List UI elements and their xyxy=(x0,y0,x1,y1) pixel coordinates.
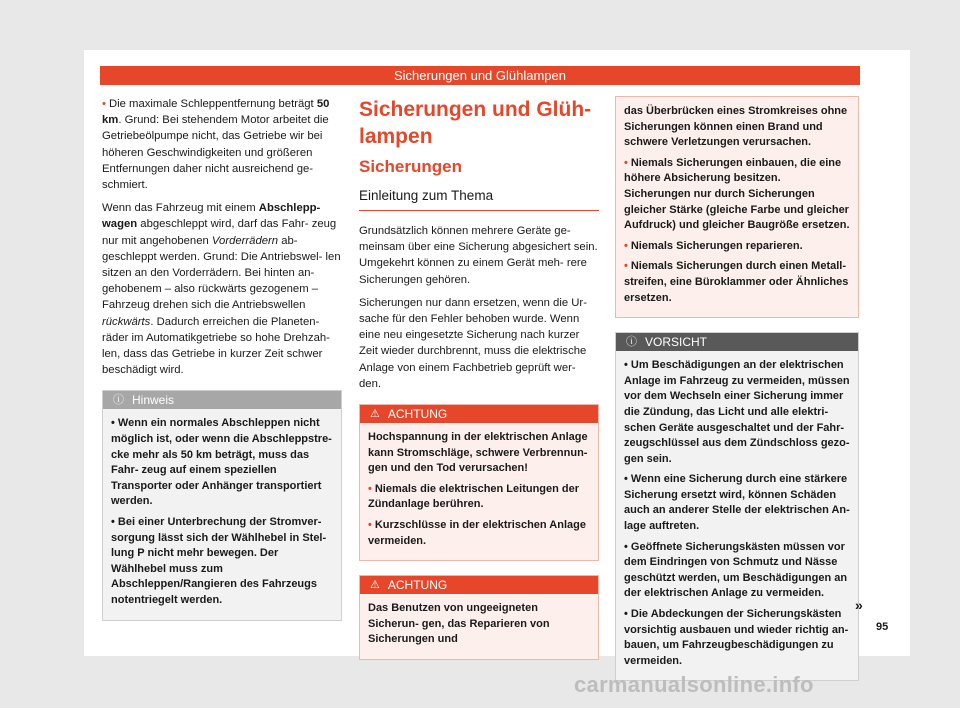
page-title: Sicherungen und Glüh- lampen xyxy=(359,98,592,148)
warning-triangle-icon: ⚠ xyxy=(370,408,380,421)
column-middle xyxy=(359,96,599,660)
hint-box xyxy=(102,390,342,620)
list-item: • Wenn eine Sicherung durch eine stärkere Sicherung ersetzt wird, können Schäden auch an anderer Stelle der elektrischen An- lage auftreten. xyxy=(624,473,850,533)
caution-box xyxy=(615,332,859,681)
section-title: Sicherungen xyxy=(359,157,462,176)
subsection-heading: Einleitung zum Thema xyxy=(359,187,599,211)
hint-body xyxy=(103,409,341,619)
paragraph-towing-distance: • Die maximale Schleppentfernung beträgt 50 km. Grund: Bei stehendem Motor arbeitet die Getriebeölpumpe nicht, das Getriebe wir bei höheren Geschwindigkeiten und größeren Entfernungen daher nicht ausreichend ge- schmiert. xyxy=(102,98,330,192)
watermark: carmanualsonline.info xyxy=(574,672,814,697)
caution-body xyxy=(616,351,858,680)
caution-header: ⓘ VORSICHT xyxy=(616,333,858,351)
list-item: • Niemals die elektrischen Leitungen der Zündanlage berühren. xyxy=(368,482,580,511)
list-item: • Niemals Sicherungen reparieren. xyxy=(624,239,803,252)
bullet-icon: • xyxy=(102,98,106,110)
warning-triangle-icon: ⚠ xyxy=(370,579,380,592)
continue-mark: » xyxy=(855,597,863,613)
warning-header-2: ⚠ ACHTUNG xyxy=(360,576,598,594)
list-item: • Geöffnete Sicherungskästen müssen vor dem Eindringen von Schmutz und Nässe geschützt werden, um Beschädigungen an der elektrischen Anlage zu vermeiden. xyxy=(624,540,848,600)
paragraph-tow-truck: Wenn das Fahrzeug mit einem Abschlepp- wagen abgeschleppt wird, darf das Fahr- zeug nur mit angehobenen Vorderrädern ab- geschleppt werden. Grund: Die Antriebswel- len sitzen an den Vorderrädern. Bei hinten an- gehobenem – also rückwärts gezogenem – Fahrzeug drehen sich die Antriebswellen rückwärts. Dadurch erreichen die Planeten- räder im Automatikgetriebe so hohe Drehzah- len, dass das Getriebe in kurzer Zeit schwer beschädigt wird. xyxy=(102,202,341,377)
page-header: Sicherungen und Glühlampen xyxy=(100,66,860,85)
warning-body-2: Das Benutzen von ungeeigneten Sicherun- gen, das Reparieren von Sicherungen und xyxy=(368,602,550,646)
list-item: • Wenn ein normales Abschleppen nicht möglich ist, oder wenn die Abschleppstre- cke mehr als 50 km beträgt, muss das Fahr- zeug auf einem speziellen Transporter oder Anhänger transportiert werden. xyxy=(111,417,332,508)
list-item: • Bei einer Unterbrechung der Stromver- sorgung lässt sich der Wählhebel in Stel- lung P nicht mehr bewegen. Der Wählhebel muss zum Abschleppen/Rangieren des Fahrzeugs notentriegelt werden. xyxy=(111,516,327,606)
list-item: • Um Beschädigungen an der elektrischen Anlage im Fahrzeug zu vermeiden, müssen vor dem Wechseln einer Sicherung immer die Zündung, das Licht und alle elektri- schen Geräte ausgeschaltet und der Fahr- zeugschlüssel aus dem Zündschloss gezo- gen sein. xyxy=(624,359,850,465)
warning-header-1: ⚠ ACHTUNG xyxy=(360,405,598,423)
paragraph-intro-1: Grundsätzlich können mehrere Geräte ge- meinsam über eine Sicherung abgesichert sein. Umgekehrt können zu einem Gerät meh- rere Sicherungen gehören. xyxy=(359,225,598,286)
column-left xyxy=(102,96,342,621)
list-item: • Niemals Sicherungen durch einen Metall- streifen, eine Büroklammer oder Ähnliches ersetzen. xyxy=(624,260,849,304)
column-right xyxy=(615,96,859,681)
list-item: • Niemals Sicherungen einbauen, die eine höhere Absicherung besitzen. Sicherungen nur durch Sicherungen gleicher Stärke (gleiche Farbe und gleicher Aufdruck) und gleicher Baugröße ersetzen. xyxy=(624,156,850,232)
info-icon: ⓘ xyxy=(113,394,124,407)
page-number: 95 xyxy=(876,621,889,633)
warning-box-continued xyxy=(615,96,859,318)
info-circle-icon: ⓘ xyxy=(626,336,637,349)
hint-header: ⓘ Hinweis xyxy=(103,391,341,409)
warning-box-2 xyxy=(359,575,599,660)
paragraph-intro-2: Sicherungen nur dann ersetzen, wenn die Ur- sache für den Fehler behoben wurde. Wenn eine neu eingesetzte Sicherung nach kurzer Zeit wieder durchbrennt, muss die elektrische Anlage von einem Fachbetrieb geprüft wer- den. xyxy=(359,296,587,390)
warning-box-1 xyxy=(359,404,599,561)
warning-body-continued: das Überbrücken eines Stromkreises ohne Sicherungen können einen Brand und schwere Verletzungen verursachen. • Niemals Sicherungen einbauen, die eine höhere Absicherung besitzen. Sicherungen nur durch Sicherungen gleicher Stärke (gleiche Farbe und gleicher Aufdruck) und gleicher Baugröße ersetzen. • Niemals Sicherungen reparieren. • Niemals Sicherungen durch einen Metall- streifen, eine Büroklammer oder Ähnliches ersetzen. xyxy=(616,97,858,317)
warning-body-1: Hochspannung in der elektrischen Anlage kann Stromschläge, schwere Verbrennun- gen und den Tod verursachen! • Niemals die elektrischen Leitungen der Zündanlage berühren. • Kurzschlüsse in der elektrischen Anlage vermeiden. xyxy=(360,423,598,560)
list-item: • Die Abdeckungen der Sicherungskästen vorsichtig ausbauen und wieder richtig an- bauen, um Fahrzeugbeschädigungen zu vermeiden. xyxy=(624,608,849,667)
list-item: • Kurzschlüsse in der elektrischen Anlage vermeiden. xyxy=(368,519,586,547)
